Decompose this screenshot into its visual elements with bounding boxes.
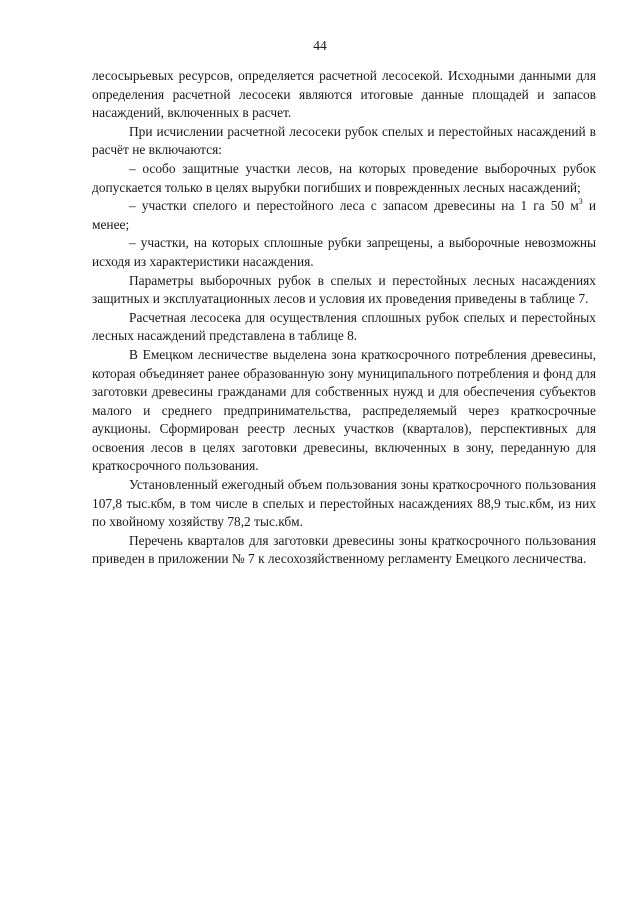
paragraph-table-7-reference: Параметры выборочных рубок в спелых и перестойных лесных насаждениях защитных и эксплуатационных лесов и условия их проведения приведены в таблице 7. [92, 272, 596, 307]
list-item-prohibited-areas: – участки, на которых сплошные рубки запрещены, а выборочные невозможны исходя из характеристики насаждения. [92, 235, 596, 269]
list-item-low-stock-text: – участки спелого и перестойного леса с запасом древесины на 1 га 50 м [129, 198, 579, 214]
list-item-low-stock-tail: и менее; [92, 198, 597, 232]
paragraph-annual-volume: Установленный ежегодный объем пользования зоны краткосрочного пользования 107,8 тыс.кбм, в том числе в спелых и перестойных насаждениях 88,9 тыс.кбм, из них по хвойному хозяйству 78,2 тыс.кбм. [92, 477, 596, 530]
list-item-protective-areas: – особо защитные участки лесов, на которых проведение выборочных рубок допускается только в целях вырубки погибших и поврежденных лесных насаждений; [92, 160, 596, 195]
cubic-superscript: 3 [578, 197, 583, 207]
document-body [92, 67, 596, 569]
paragraph-table-8-reference: Расчетная лесосека для осуществления сплошных рубок спелых и перестойных лесных насаждений представлена в таблице 8. [92, 309, 596, 344]
paragraph-short-term-zone: В Емецком лесничестве выделена зона краткосрочного потребления древесины, которая объединяет ранее образованную зону муниципального потребления и фонд для заготовки древесины гражданами для собственных нужд и для обеспечения субъектов малого и среднего предпринимательства, распределяемый через краткосрочные аукционы. Сформирован реестр лесных участков (кварталов), перспективных для освоения лесов в целях заготовки древесины, включенных в зону, переданную для краткосрочного пользования. [92, 346, 596, 474]
list-item-low-stock-areas [92, 197, 596, 234]
paragraph-calculation-exclusions: При исчислении расчетной лесосеки рубок спелых и перестойных насаждений в расчёт не включаются: [92, 123, 596, 158]
page-number: 44 [313, 38, 327, 53]
paragraph-continuation: лесосырьевых ресурсов, определяется расчетной лесосекой. Исходными данными для определения расчетной лесосеки являются итоговые данные площадей и запасов насаждений, включенных в расчет. [92, 68, 596, 121]
paragraph-appendix-reference: Перечень кварталов для заготовки древесины зоны краткосрочного пользования приведен в приложении № 7 к лесохозяйственному регламенту Емецкого лесничества. [92, 532, 596, 567]
